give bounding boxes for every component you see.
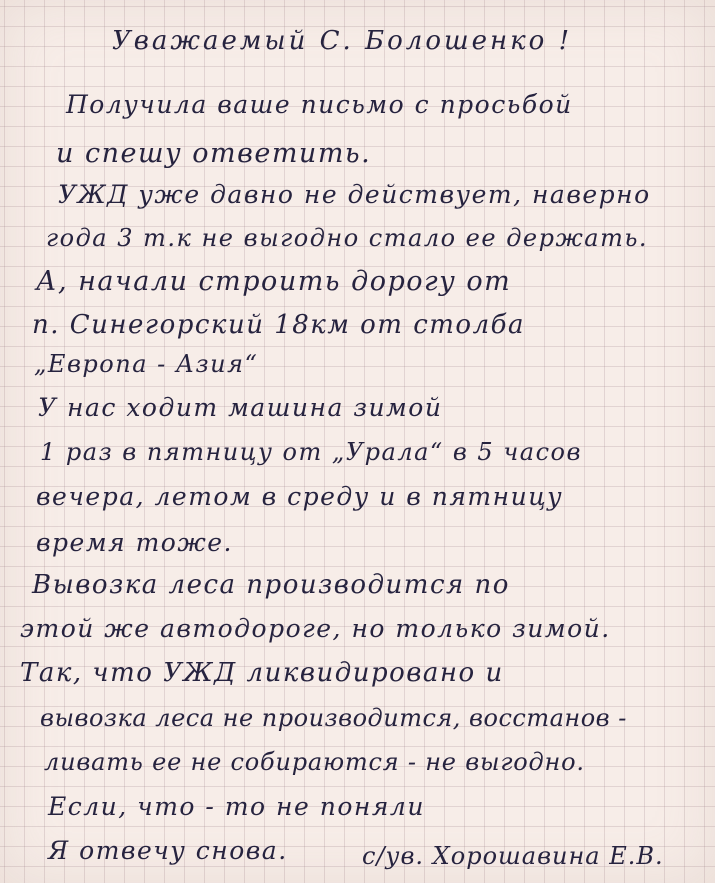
letter-line: года 3 т.к не выгодно стало ее держать. xyxy=(46,224,649,252)
letter-line: вечера, летом в среду и в пятницу xyxy=(36,482,564,511)
letter-line: время тоже. xyxy=(36,528,233,557)
letter-line: А, начали строить дорогу от xyxy=(36,266,512,297)
signature: с/ув. Хорошавина Е.В. xyxy=(362,842,664,870)
letter-line: этой же автодороге, но только зимой. xyxy=(20,614,611,643)
letter-line: Я отвечу снова. xyxy=(48,836,288,865)
letter-line: п. Синегорский 18км от столба xyxy=(32,310,526,340)
letter-line: ливать ее не собираются - не выгодно. xyxy=(44,748,585,776)
letter-line: Получила ваше письмо с просьбой xyxy=(66,90,573,119)
letter-line: и спешу ответить. xyxy=(56,138,372,169)
letter-line: Так, что УЖД ликвидировано и xyxy=(20,658,504,688)
letter-line: УЖД уже давно не действует, наверно xyxy=(58,180,651,209)
letter-line: Вывозка леса производится по xyxy=(32,570,510,600)
letter-line: 1 раз в пятницу от „Урала“ в 5 часов xyxy=(40,438,582,466)
letter-line: вывозка леса не производится, восстанов - xyxy=(40,704,627,732)
letter-line: У нас ходит машина зимой xyxy=(38,393,443,422)
letter-greeting: Уважаемый С. Болошенко ! xyxy=(112,26,573,56)
letter-line: Если, что - то не поняли xyxy=(48,792,425,821)
letter-line: „Европа - Азия“ xyxy=(34,350,259,378)
